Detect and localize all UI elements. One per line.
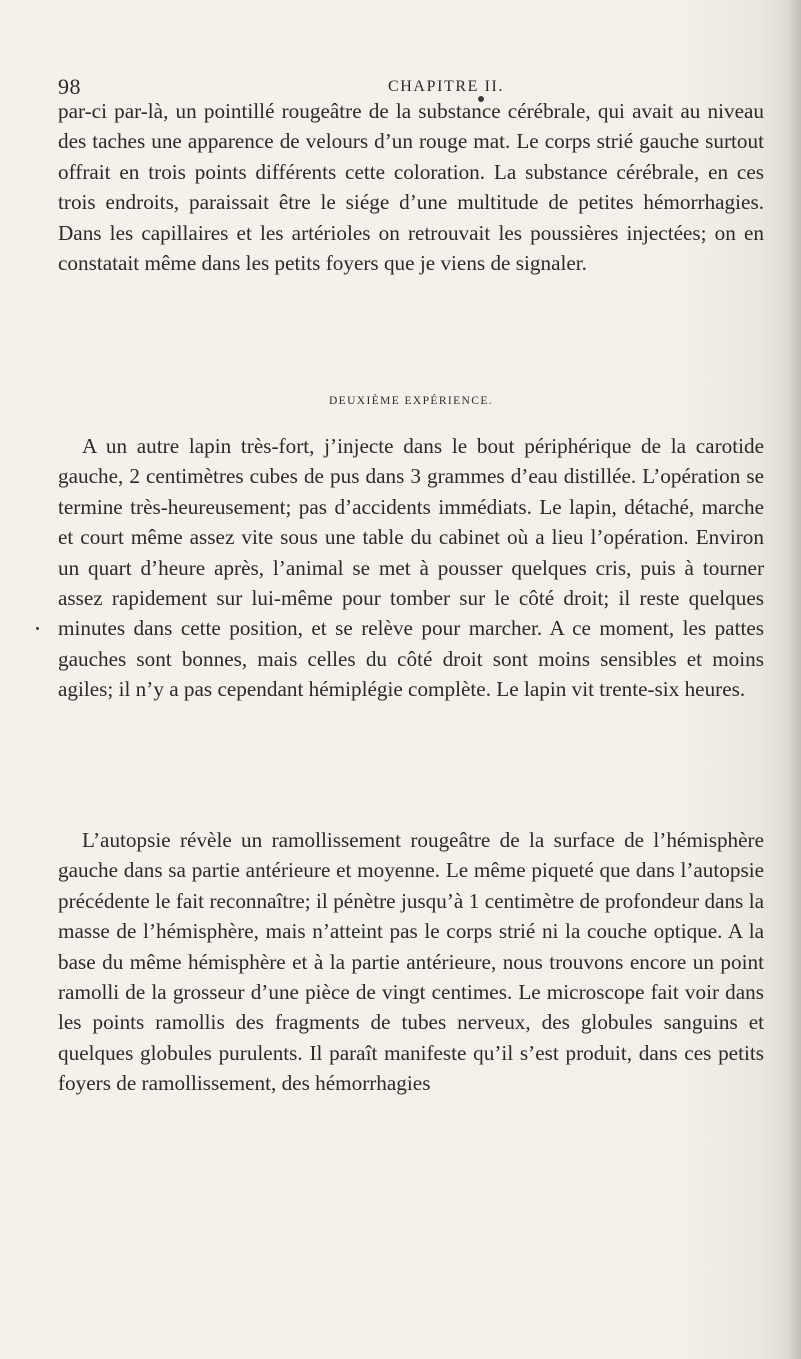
section-title: DEUXIÈME EXPÉRIENCE. xyxy=(328,395,494,407)
paragraph-text: par-ci par-là, un pointillé rougeâtre de la substance cérébrale, qui avait au niveau des taches une apparence de velours d’un rouge mat. Le corps strié gauche surtout offrait en trois points différents cette coloration. La substance cérébrale, en ces trois endroits, paraissait être le siége d’une multitude de petites hémorrhagies. Dans les capillaires et les artérioles on retrouvait les poussières injectées; on en constatait même dans les petits foyers que je viens de signaler. xyxy=(58,99,764,276)
ink-speck xyxy=(36,627,39,630)
paragraph-text: L’autopsie révèle un ramollissement rougeâtre de la surface de l’hémisphère gauche dans sa partie antérieure et moyenne. Le même piqueté que dans l’autopsie précédente le fait reconnaître; il pénètre jusqu’à 1 centimètre de profondeur dans la masse de l’hémisphère, mais n’atteint pas le corps strié ni la couche optique. A la base du même hémisphère et à la partie antérieure, nous trouvons encore un point ramolli de la grosseur d’une pièce de vingt centimes. Le microscope fait voir dans les points ramollis des fragments de tubes nerveux, des globules sanguins et quelques globules purulents. Il paraît manifeste qu’il s’est produit, dans ces petits foyers de ramollissement, des hémorrhagies xyxy=(58,828,764,1096)
page-number: 98 xyxy=(58,74,81,99)
page-edge-shadow xyxy=(787,0,801,1359)
paragraph-autopsy xyxy=(58,825,764,1099)
paragraph-text: A un autre lapin très-fort, j’injecte dans le bout périphérique de la carotide gauche, 2 centimètres cubes de pus dans 3 grammes d’eau distillée. L’opération se termine très-heureusement; pas d’accidents immédiats. Le lapin, détaché, marche et court même assez vite sous une table du cabinet où a lieu l’opération. Environ un quart d’heure après, l’animal se met à pousser quelques cris, puis à tourner assez rapidement sur lui-même pour tomber sur le côté droit; il reste quelques minutes dans cette position, et se relève pour marcher. A ce moment, les pattes gauches sont bonnes, mais celles du côté droit sont moins sensibles et moins agiles; il n’y a pas cependant hémiplégie complète. Le lapin vit trente-six heures. xyxy=(58,434,764,702)
paragraph-continued xyxy=(58,96,764,278)
paragraph-experiment xyxy=(58,431,764,705)
running-head: CHAPITRE II. xyxy=(388,78,505,95)
